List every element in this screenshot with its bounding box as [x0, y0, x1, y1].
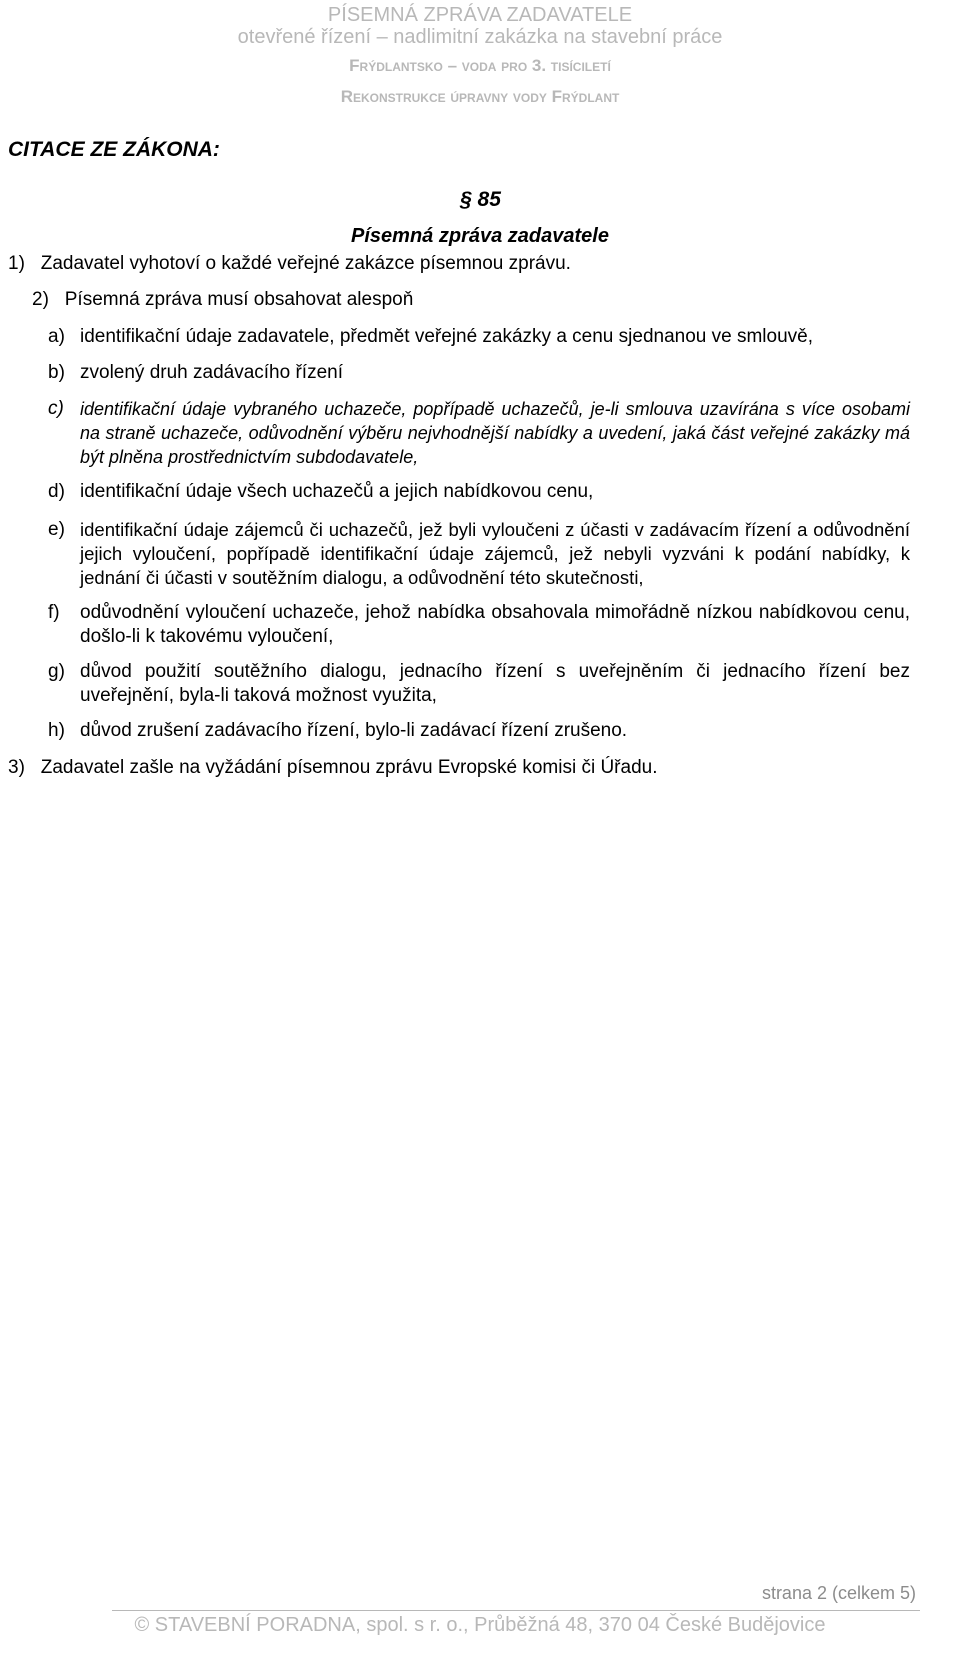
- clause-text: Zadavatel zašle na vyžádání písemnou zprávu Evropské komisi či Úřadu.: [40, 757, 658, 778]
- item-label: h): [48, 720, 65, 741]
- header-procedure-type: otevřené řízení – nadlimitní zakázka na stavební práce: [237, 26, 723, 48]
- header-document-title: PÍSEMNÁ ZPRÁVA ZADAVATELE: [327, 4, 633, 26]
- list-item-h: [48, 719, 910, 743]
- item-text: identifikační údaje zájemců či uchazečů, jež byli vyloučeni z účasti v zadávacím řízení a odůvodnění jejich vyloučení, popřípadě identifikační údaje zájemců, jež nebyli vyzváni k podání nabídky, k jednání či účasti v soutěžním dialogu, a odůvodnění této skutečnosti,: [80, 519, 910, 588]
- clause-text: Zadavatel vyhotoví o každé veřejné zakázce písemnou zprávu.: [40, 253, 571, 274]
- item-label: b): [48, 362, 65, 383]
- list-item-d: [48, 480, 910, 504]
- item-text: identifikační údaje zadavatele, předmět veřejné zakázky a cenu sjednanou ve smlouvě,: [80, 326, 813, 347]
- item-text: zvolený druh zadávacího řízení: [80, 362, 343, 383]
- footer-divider: [112, 1610, 920, 1611]
- list-item-g: [48, 660, 910, 708]
- clause-label: 3): [8, 757, 25, 778]
- item-label: d): [48, 481, 65, 502]
- clause-text: Písemná zpráva musí obsahovat alespoň: [64, 289, 414, 310]
- item-label: g): [48, 661, 65, 682]
- list-item-f: [48, 601, 910, 649]
- list-item-b: [48, 361, 880, 385]
- item-text: odůvodnění vyloučení uchazeče, jehož nabídka obsahovala mimořádně nízkou nabídkovou cenu, došlo-li k takovému vyloučení,: [80, 602, 910, 647]
- item-text: důvod použití soutěžního dialogu, jednacího řízení s uveřejněním či jednacího řízení bez uveřejnění, byla-li taková možnost využita,: [80, 661, 910, 706]
- item-label: e): [48, 519, 65, 540]
- clause-label: 1): [8, 253, 25, 274]
- list-item-e: [48, 518, 910, 590]
- item-label: c): [48, 398, 64, 419]
- clause-label: 2): [32, 289, 49, 310]
- list-item-c: [48, 397, 910, 469]
- clause-1: [8, 252, 571, 276]
- footer-copyright: © STAVEBNÍ PORADNA, spol. s r. o., Průběžná 48, 370 04 České Budějovice: [134, 1614, 826, 1636]
- clause-3: [8, 756, 658, 780]
- paragraph-title: Písemná zpráva zadavatele: [351, 225, 609, 247]
- item-label: f): [48, 602, 60, 623]
- list-item-a: [48, 325, 880, 349]
- section-heading: CITACE ZE ZÁKONA:: [8, 138, 220, 161]
- item-text: identifikační údaje vybraného uchazeče, popřípadě uchazečů, je-li smlouva uzavírána s více osobami na straně uchazeče, odůvodnění výběru nejvhodnější nabídky a uvedení, jaká část veřejné zakázky má být plněna prostřednictvím subdodavatele,: [80, 399, 910, 467]
- page-number: strana 2 (celkem 5): [761, 1583, 916, 1603]
- item-text: důvod zrušení zadávacího řízení, bylo-li zadávací řízení zrušeno.: [80, 720, 628, 741]
- header-project-name: Frýdlantsko – voda pro 3. tisíciletí: [349, 56, 611, 75]
- clause-2: [32, 288, 413, 312]
- header-project-subtitle: Rekonstrukce úpravny vody Frýdlant: [340, 87, 620, 106]
- paragraph-number: § 85: [460, 188, 501, 211]
- item-label: a): [48, 326, 65, 347]
- item-text: identifikační údaje všech uchazečů a jejich nabídkovou cenu,: [80, 481, 594, 502]
